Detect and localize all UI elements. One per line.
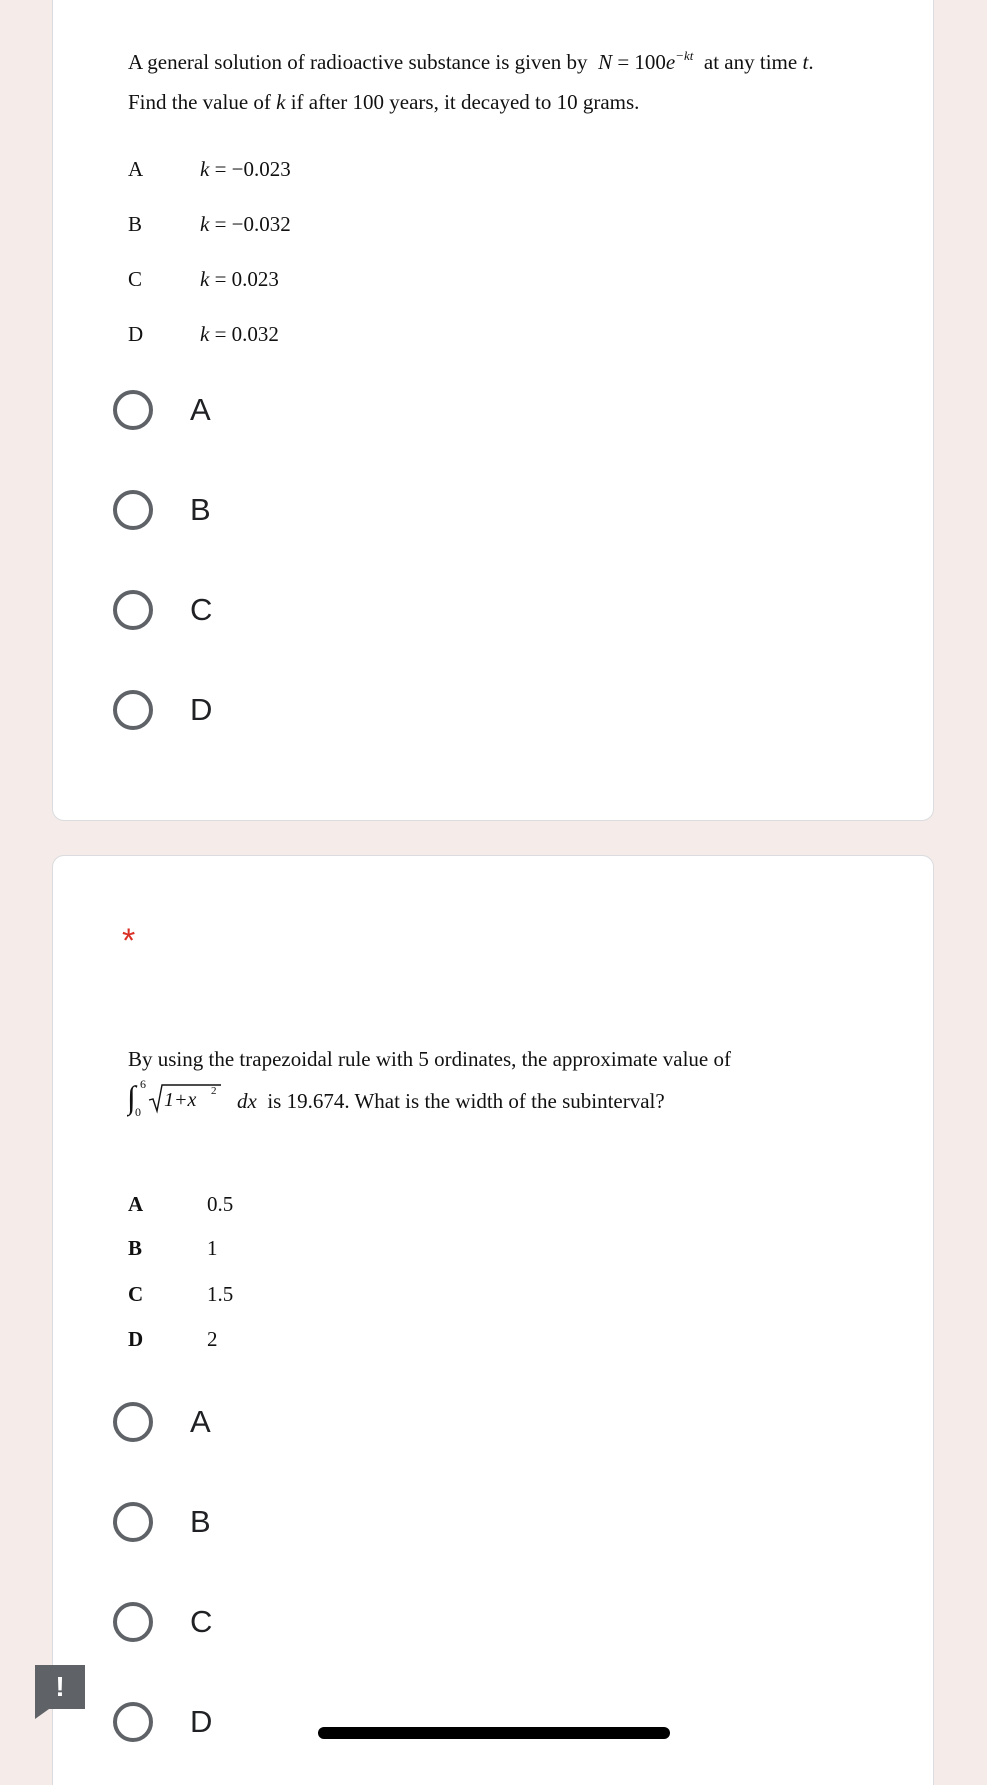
q2-choice-c[interactable] — [113, 1597, 212, 1647]
choice-label: A — [190, 1404, 211, 1439]
option-letter: B — [128, 212, 143, 236]
integrand-power: 2 — [211, 1085, 217, 1097]
decay-formula — [598, 50, 693, 74]
question-2-text-end: is 19.674. What is the width of the subinterval? — [267, 1089, 665, 1113]
option-value: 0.5 — [207, 1192, 234, 1216]
integrand-text: 1+x — [164, 1089, 197, 1111]
option-var: k — [200, 267, 210, 291]
error-flag-icon: ! — [35, 1665, 85, 1709]
choice-label: D — [190, 692, 213, 727]
q1-choice-a[interactable] — [113, 385, 211, 435]
choice-label: C — [190, 592, 213, 627]
choice-label: B — [190, 492, 211, 527]
option-value — [200, 267, 279, 292]
option-var: k — [200, 322, 210, 346]
option-letter: C — [128, 267, 143, 291]
question-1-text: A general solution of radioactive substance is given by — [128, 50, 588, 74]
q1-choice-d[interactable] — [113, 685, 212, 735]
radio-button[interactable] — [113, 490, 153, 530]
option-rhs: = 0.023 — [209, 267, 279, 291]
option-letter: D — [128, 1327, 144, 1351]
formula-base: e — [665, 50, 676, 74]
option-value: 2 — [207, 1327, 218, 1351]
question-2-line-2 — [237, 1089, 665, 1114]
question-2-line-1: By using the trapezoidal rule with 5 ordinates, the approximate value of — [128, 1047, 731, 1071]
integral-lower-limit: 0 — [135, 1105, 141, 1118]
option-letter: B — [128, 1236, 143, 1260]
choice-label: C — [190, 1604, 213, 1639]
choice-label: D — [190, 1704, 213, 1739]
option-letter: A — [128, 1192, 144, 1216]
option-var: k — [200, 157, 210, 181]
option-value — [200, 212, 291, 237]
radio-button[interactable] — [113, 1602, 153, 1642]
question-1-period: . — [808, 50, 814, 74]
required-asterisk: * — [122, 922, 136, 960]
formula-lhs: N — [598, 50, 613, 74]
formula-eq: = 100 — [612, 50, 666, 74]
option-letter: C — [128, 1282, 144, 1306]
formula-exponent: −kt — [675, 48, 694, 63]
question-1-line-1 — [128, 48, 814, 75]
home-indicator[interactable] — [318, 1727, 670, 1739]
option-value — [200, 157, 291, 182]
radio-button[interactable] — [113, 390, 153, 430]
option-rhs: = −0.032 — [209, 212, 291, 236]
option-letter: D — [128, 322, 144, 346]
integral-differential: dx — [237, 1089, 257, 1113]
integral-upper-limit: 6 — [140, 1078, 146, 1091]
question-1-var-k: k — [276, 90, 286, 114]
question-1-text-end: at any time — [703, 50, 798, 74]
question-1-text-b: if after 100 years, it decayed to 10 grams. — [290, 90, 640, 114]
option-rhs: = −0.023 — [209, 157, 291, 181]
question-1-var-t: t — [802, 50, 809, 74]
radio-button[interactable] — [113, 690, 153, 730]
integral-expression — [127, 1078, 227, 1118]
radio-button[interactable] — [113, 590, 153, 630]
option-value: 1.5 — [207, 1282, 234, 1306]
integral-sign-icon: ∫ — [127, 1079, 136, 1115]
option-value: 1 — [207, 1236, 218, 1260]
question-1-line-2 — [128, 90, 639, 115]
question-1-text-a: Find the value of — [128, 90, 271, 114]
option-value — [200, 322, 279, 347]
option-var: k — [200, 212, 210, 236]
q1-choice-b[interactable] — [113, 485, 211, 535]
choice-label: B — [190, 1504, 211, 1539]
q1-choice-c[interactable] — [113, 585, 212, 635]
choice-label: A — [190, 392, 211, 427]
q2-choice-a[interactable] — [113, 1397, 211, 1447]
q2-choice-b[interactable] — [113, 1497, 211, 1547]
radio-button[interactable] — [113, 1402, 153, 1442]
option-letter: A — [128, 157, 144, 181]
radio-button[interactable] — [113, 1502, 153, 1542]
option-rhs: = 0.032 — [209, 322, 279, 346]
radio-button[interactable] — [113, 1702, 153, 1742]
q2-choice-d[interactable] — [113, 1697, 212, 1747]
